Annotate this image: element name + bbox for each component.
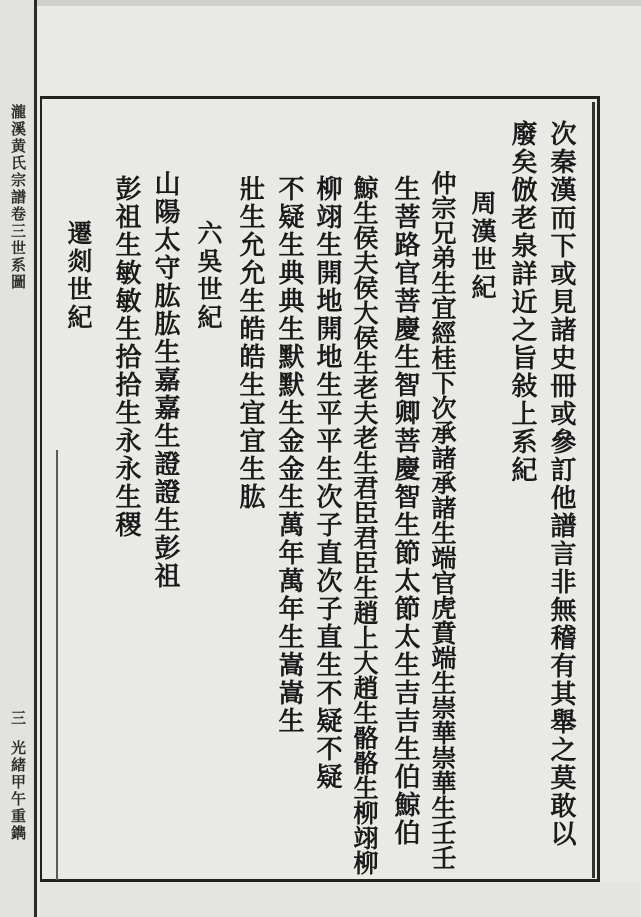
margin-page-number: 三 xyxy=(9,710,27,727)
text-column-12: 彭祖生敏敏生拾拾生永永生稷 xyxy=(111,175,141,539)
text-column-2: 廢矣倣老泉詳近之旨敍上系紀 xyxy=(507,120,537,484)
section-heading-qian-shan: 遷剡世紀 xyxy=(64,220,93,332)
text-column-7: 柳翊生開地開地生平平生次子直次子直生不疑不疑 xyxy=(312,175,342,791)
margin-printer: 光緒甲午重鐫 xyxy=(9,740,27,842)
margin-rule xyxy=(34,0,37,917)
frame-inner-line xyxy=(592,102,595,878)
text-column-4: 仲宗兄弟生宜經桂下次承諸承諸生端官虎賁端生崇華崇華生壬壬 xyxy=(428,170,457,870)
text-column-9: 壯生允允生皓皓生宜宜生肱 xyxy=(235,175,265,511)
column-divider xyxy=(56,450,58,880)
text-column-6: 鯨生侯夫侯大侯生老夫老生君臣君臣生趙上大趙生骼骼生柳翊柳 xyxy=(350,175,379,875)
text-column-8: 不疑生典典生默默生金金生萬年萬年生嵩嵩生 xyxy=(274,175,304,735)
section-heading-liu-wu: 六吳世紀 xyxy=(194,220,223,332)
margin-title: 瀧溪黄氏宗譜卷三世系圖 xyxy=(9,104,27,291)
section-heading-zhou-han: 周漢世紀 xyxy=(468,190,497,302)
scan-edge xyxy=(0,0,641,6)
text-column-1: 次秦漢而下或見諸史冊或參訂他譜言非無稽有其舉之莫敢以 xyxy=(546,120,576,848)
text-column-5: 生菩路官菩慶生智卿菩慶智生節太節太生吉吉生伯鯨伯 xyxy=(390,175,420,847)
bottom-margin xyxy=(40,882,640,917)
text-column-11: 山陽太守肱肱生嘉嘉生證證生彭祖 xyxy=(150,170,180,590)
